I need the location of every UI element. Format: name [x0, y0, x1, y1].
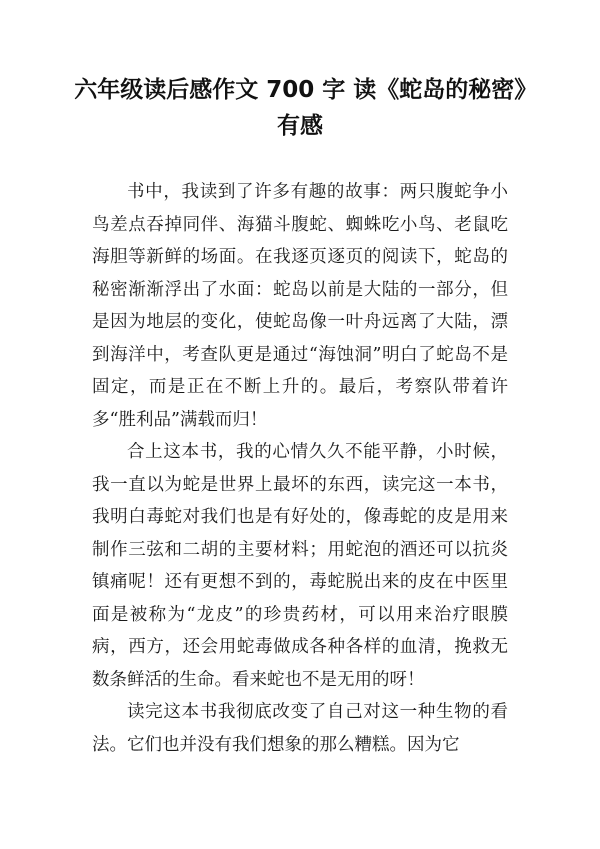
paragraph: 合上这本书，我的心情久久不能平静，小时候，我一直以为蛇是世界上最坏的东西，读完这一本书，我明白毒蛇对我们也是有好处的，像毒蛇的皮是用来制作三弦和二胡的主要材料；用蛇泡的酒还可以抗炎镇痛呢！还有更想不到的，毒蛇脱出来的皮在中医里面是被称为“龙皮”的珍贵药材，可以用来治疗眼膜病，西方，还会用蛇毒做成各种各样的血清，挽救无数条鲜活的生命。看来蛇也不是无用的呀！ — [92, 442, 508, 690]
document-title: 六年级读后感作文 700 字 读《蛇岛的秘密》有感 — [74, 77, 526, 139]
paragraph: 读完这本书我彻底改变了自己对这一种生物的看法。它们也并没有我们想象的那么糟糕。因为它 — [92, 702, 508, 755]
document-body — [92, 176, 508, 761]
paragraph: 书中，我读到了许多有趣的故事：两只腹蛇争小鸟差点吞掉同伴、海猫斗腹蛇、蜘蛛吃小鸟、老鼠吃海胆等新鲜的场面。在我逐页逐页的阅读下，蛇岛的秘密渐渐浮出了水面：蛇岛以前是大陆的一部分，但是因为地层的变化，使蛇岛像一叶舟远离了大陆，漂到海洋中，考查队更是通过“海蚀洞”明白了蛇岛不是固定，而是正在不断上升的。最后，考察队带着许多“胜利品”满载而归！ — [92, 182, 508, 430]
